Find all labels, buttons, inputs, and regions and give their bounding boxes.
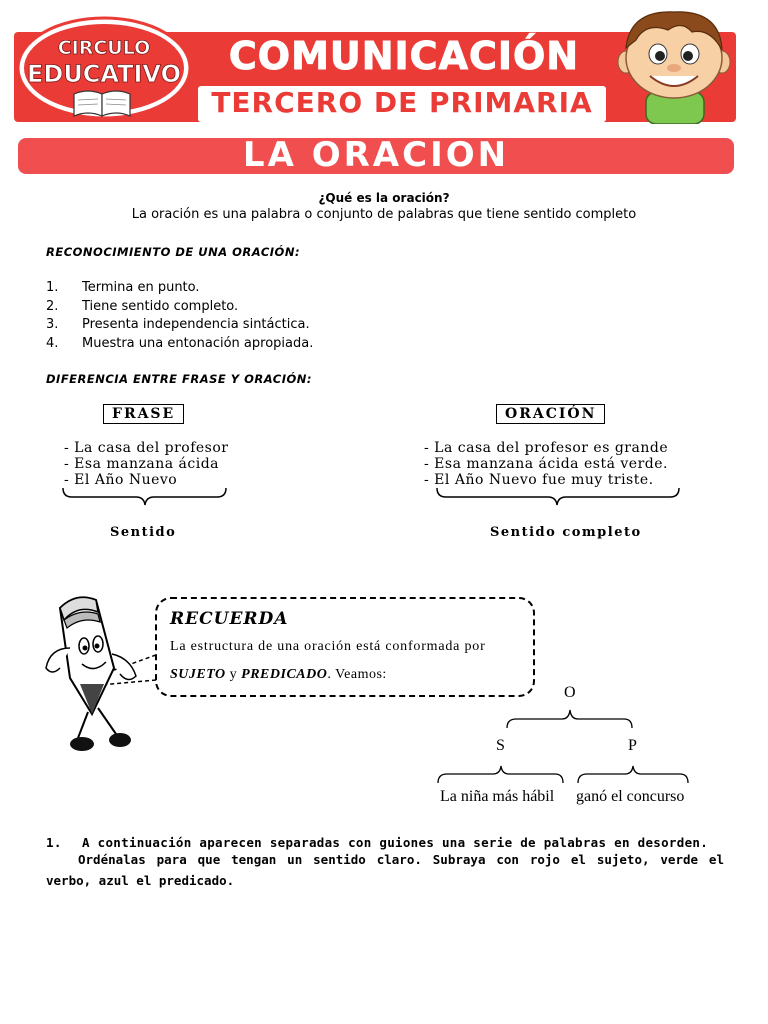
exercise-instruction: 1. A continuación aparecen separadas con guiones una serie de palabras en desorden. — [46, 835, 709, 850]
grade-subtitle: TERCERO DE PRIMARIA — [211, 86, 593, 119]
tree-brace-o — [507, 710, 632, 728]
oracion-label-box: ORACIÓN — [496, 404, 605, 424]
topic-title: LA ORACION — [242, 135, 510, 175]
page-title: COMUNICACIÓN — [228, 34, 580, 78]
list-item: 3. Presenta independencia sintáctica. — [46, 317, 310, 332]
list-item: 2. Tiene sentido completo. — [46, 299, 239, 314]
frase-label-box: FRASE — [103, 404, 184, 424]
frase-example: - Esa manzana ácida — [64, 456, 220, 472]
pencil-mascot-illustration — [40, 588, 150, 758]
oracion-example: - Esa manzana ácida está verde. — [424, 456, 668, 472]
oracion-brace — [437, 488, 679, 505]
tree-node-s: S — [496, 737, 505, 754]
frase-example: - El Año Nuevo — [64, 472, 178, 488]
oracion-example: - El Año Nuevo fue muy triste. — [424, 472, 654, 488]
tree-root-o: O — [564, 684, 576, 701]
recuerda-text: La estructura de una oración está conformada por — [170, 639, 486, 654]
sujeto-term: SUJETO — [170, 667, 226, 682]
oracion-example: - La casa del profesor es grande — [424, 440, 669, 456]
tree-brace-s — [438, 766, 563, 783]
tree-node-p: P — [628, 737, 637, 754]
tree-brace-p — [578, 766, 688, 783]
oracion-caption: Sentido completo — [490, 525, 642, 540]
predicado-term: PREDICADO — [241, 667, 328, 682]
recuerda-text-line2: SUJETO y PREDICADO. Veamos: — [170, 667, 387, 682]
list-item: 4. Muestra una entonación apropiada. — [46, 336, 314, 351]
exercise-instruction-line2: Ordénalas para que tengan un sentido claro. Subraya con rojo el sujeto, verde el — [78, 852, 724, 867]
frase-brace — [63, 488, 226, 505]
recognition-heading: RECONOCIMIENTO DE UNA ORACIÓN: — [46, 245, 301, 259]
tree-predicate-phrase: ganó el concurso — [576, 788, 685, 805]
frase-caption: Sentido — [110, 525, 177, 540]
question-heading: ¿Qué es la oración? — [318, 191, 450, 205]
exercise-instruction-line3: verbo, azul el predicado. — [46, 873, 235, 888]
logo-word-educativo: EDUCATIVO — [27, 60, 181, 88]
definition-text: La oración es una palabra o conjunto de palabras que tiene sentido completo — [131, 207, 637, 222]
logo-word-circulo: CIRCULO — [57, 37, 151, 59]
recuerda-title: RECUERDA — [170, 609, 289, 629]
frase-example: - La casa del profesor — [64, 440, 229, 456]
difference-heading: DIFERENCIA ENTRE FRASE Y ORACIÓN: — [46, 372, 313, 386]
list-item: 1. Termina en punto. — [46, 280, 200, 295]
tree-subject-phrase: La niña más hábil — [440, 788, 555, 805]
